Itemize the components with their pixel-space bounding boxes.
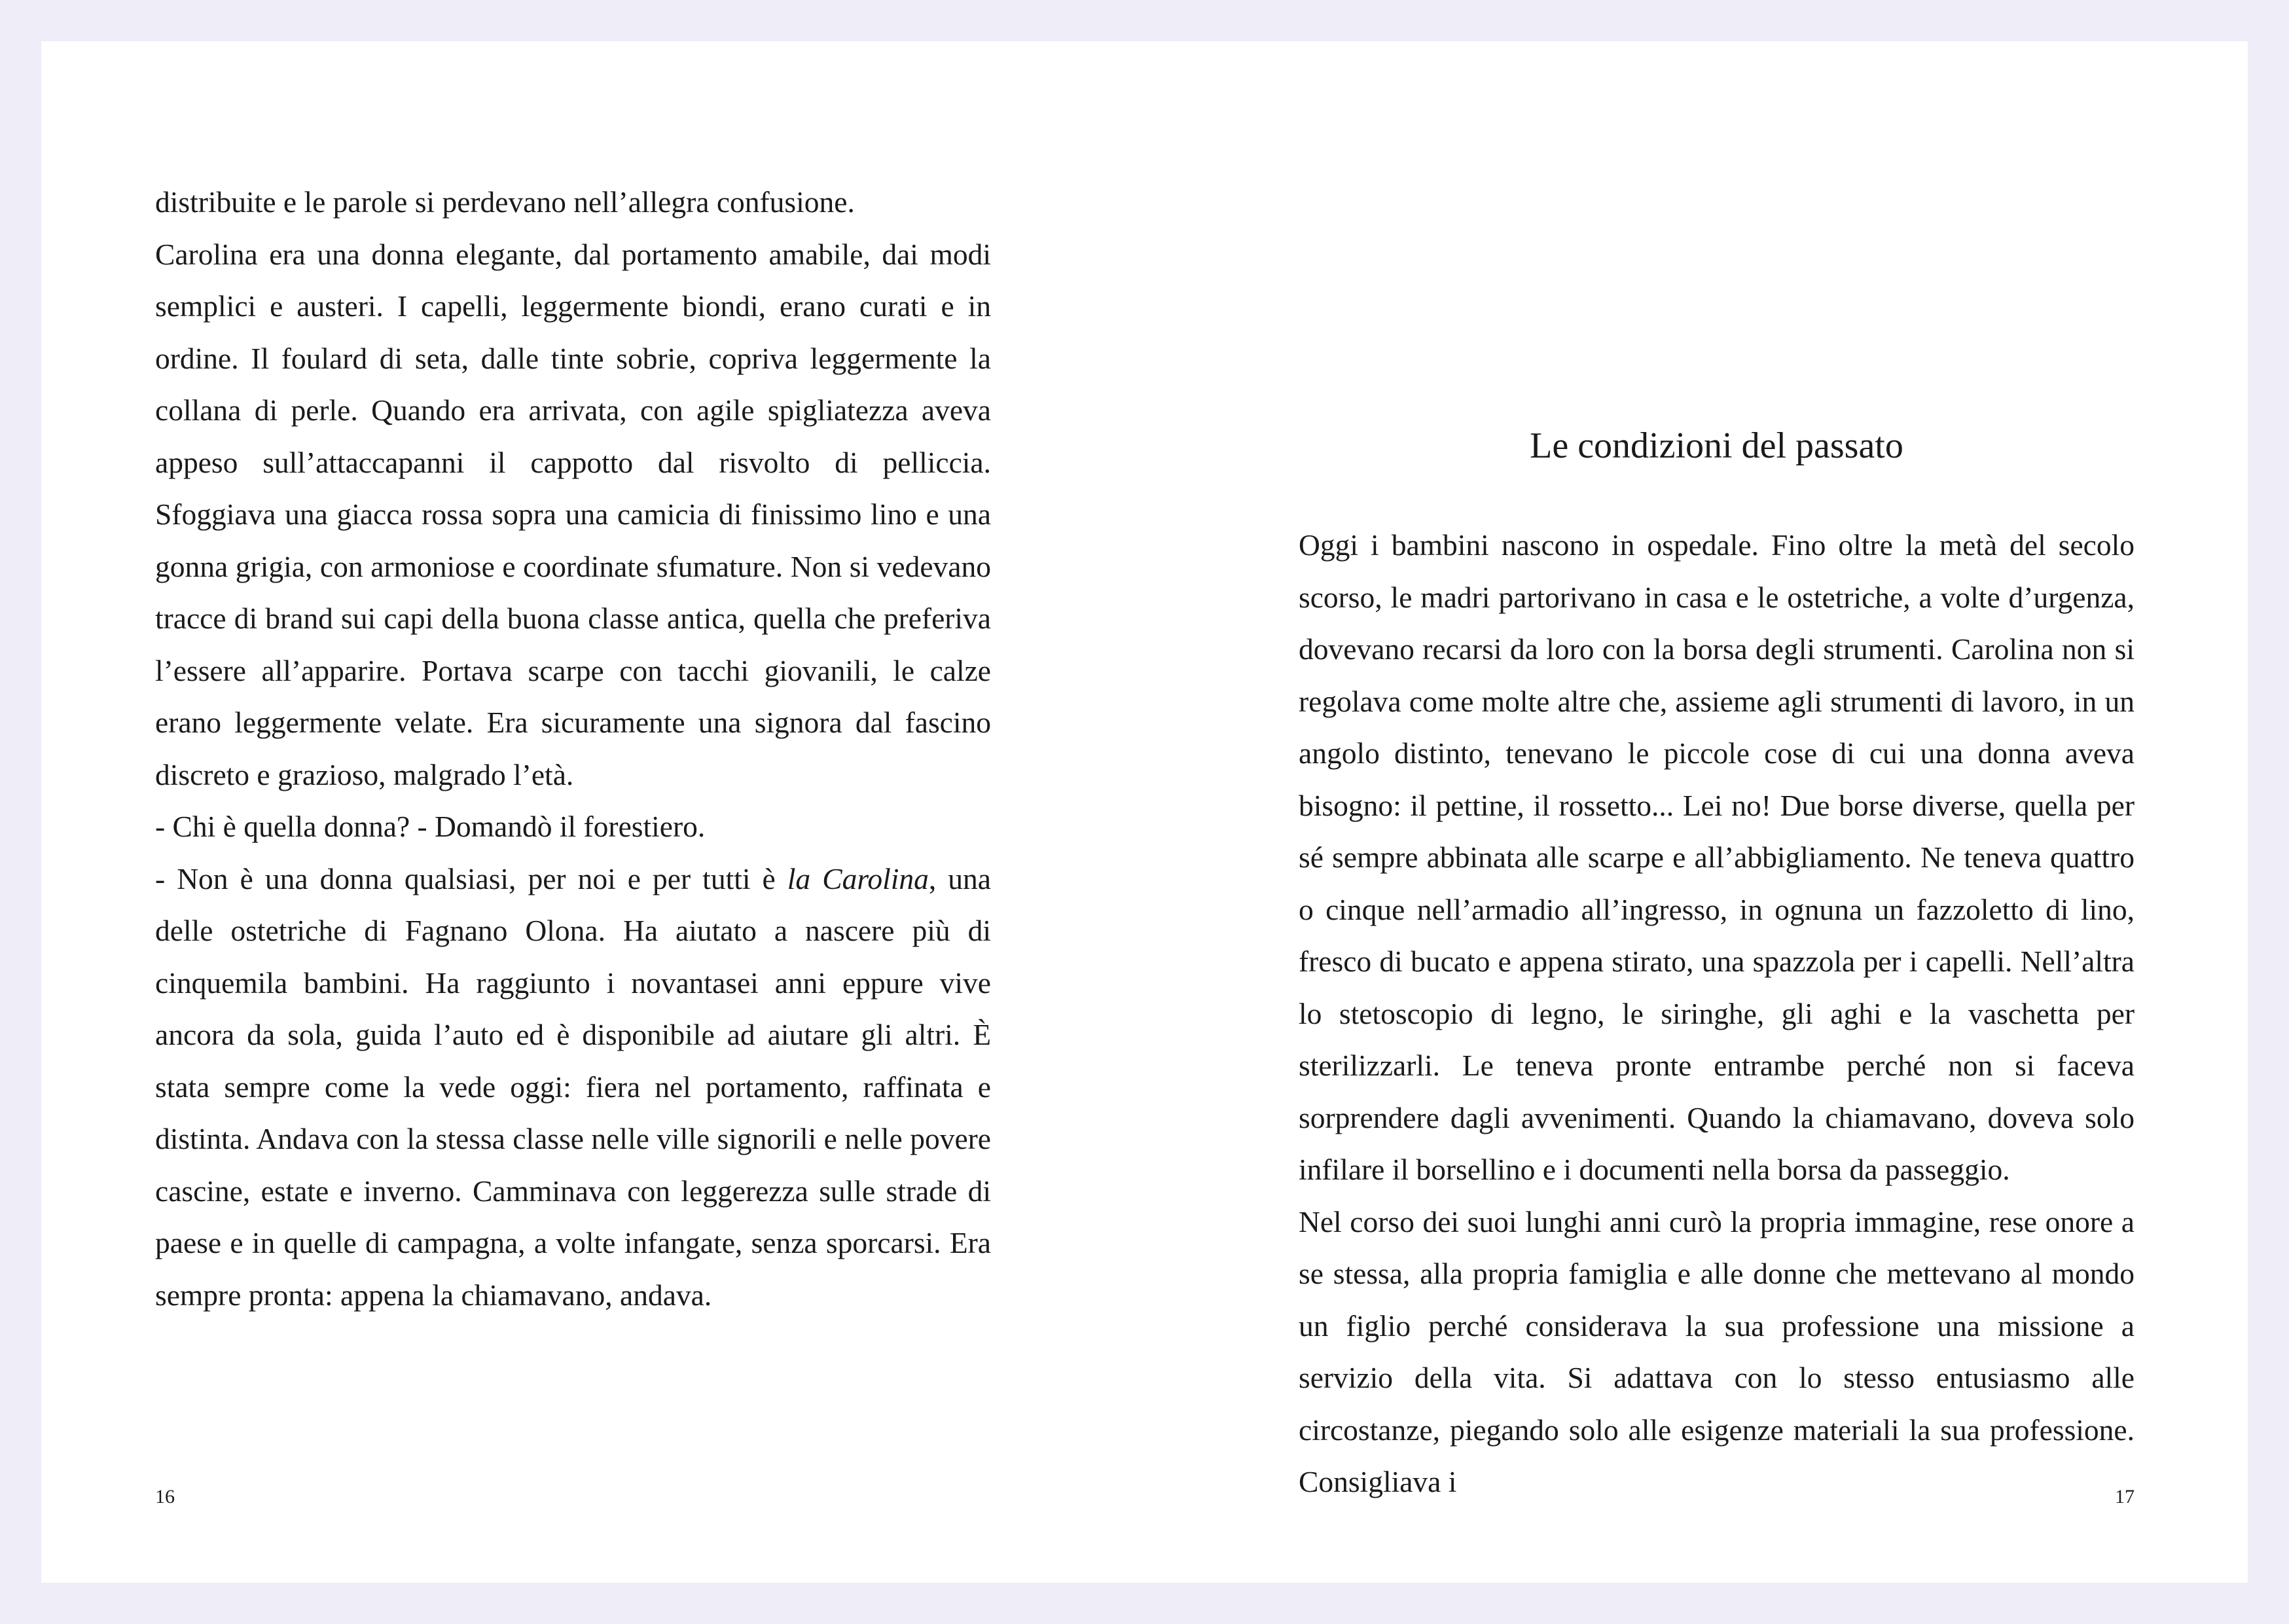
right-page — [1145, 41, 2248, 1583]
paragraph: - Chi è quella donna? - Domandò il forestiero. — [155, 810, 706, 843]
page-number: 16 — [155, 1486, 175, 1507]
paragraph: Nel corso dei suoi lunghi anni curò la propria immagine, rese onore a se stessa, alla propria famiglia e alle donne che mettevano al mondo un figlio perché considerava la sua professione una missione a servizio della vita. Si adattava con lo stesso entusiasmo alle circostanze, piegando solo alle esigenze materiali la sua professione. Consigliava i — [1299, 1204, 2135, 1498]
dialogue-text-start: - Non è una donna qualsiasi, per noi e per tutti è — [155, 861, 787, 895]
paragraph: distribuite e le parole si perdevano nell’allegra confusione. — [155, 185, 855, 219]
dialogue-text-end: , una delle ostetriche di Fagnano Olona. Ha aiutato a nascere più di cinquemila bambini. Ha raggiunto i novantasei anni eppure vive ancora da sola, guida l’auto ed è disponibile ad aiutare gli altri. È stata sempre come la vede oggi: fiera nel portamento, raffinata e distinta. Andava con la stessa classe nelle ville signorili e nelle povere cascine, estate e inverno. Camminava con leggerezza sulle strade di paese e in quelle di campagna, a volte infangate, senza sporcarsi. Era sempre pronta: appena la chiamavano, andava. — [155, 861, 991, 1312]
chapter-title: Le condizioni del passato — [1530, 425, 1903, 466]
paragraph: Carolina era una donna elegante, dal portamento amabile, dai modi semplici e austeri. I capelli, leggermente biondi, erano curati e in ordine. Il foulard di seta, dalle tinte sobrie, copriva leggermente la collana di perle. Quando era arrivata, con agile spigliatezza aveva appeso sull’attaccapanni il cappotto dal risvolto di pelliccia. Sfoggiava una giacca rossa sopra una camicia di finissimo lino e una gonna grigia, con armoniose e coordinate sfumature. Non si vedevano tracce di brand sui capi della buona classe antica, quella che preferiva l’essere all’apparire. Portava scarpe con tacchi giovanili, le calze erano leggermente velate. Era sicuramente una signora dal fascino discreto e grazioso, malgrado l’età. — [155, 237, 991, 791]
page-number: 17 — [2115, 1486, 2135, 1507]
left-page-body — [155, 176, 991, 1321]
book-spread — [41, 41, 2248, 1583]
paragraph: Oggi i bambini nascono in ospedale. Fino oltre la metà del secolo scorso, le madri partorivano in casa e le ostetriche, a volte d’urgenza, dovevano recarsi da loro con la borsa degli strumenti. Carolina non si regolava come molte altre che, assieme agli strumenti di lavoro, in un angolo distinto, tenevano le piccole cose di cui una donna aveva bisogno: il pettine, il rossetto... Lei no! Due borse diverse, quella per sé sempre abbinata alle scarpe e all’abbigliamento. Ne teneva quattro o cinque nell’armadio all’ingresso, in ognuna un fazzoletto di lino, fresco di bucato e appena stirato, una spazzola per i capelli. Nell’altra lo stetoscopio di legno, le siringhe, gli aghi e la vaschetta per sterilizzarli. Le teneva pronte entrambe perché non si faceva sorprendere dagli avvenimenti. Quando la chiamavano, doveva solo infilare il borsellino e i documenti nella borsa da passeggio. — [1299, 528, 2135, 1186]
left-page — [41, 41, 1145, 1583]
dialogue-paragraph — [155, 853, 991, 1322]
italic-name: la Carolina — [787, 861, 929, 895]
right-page-body — [1299, 519, 2135, 1508]
